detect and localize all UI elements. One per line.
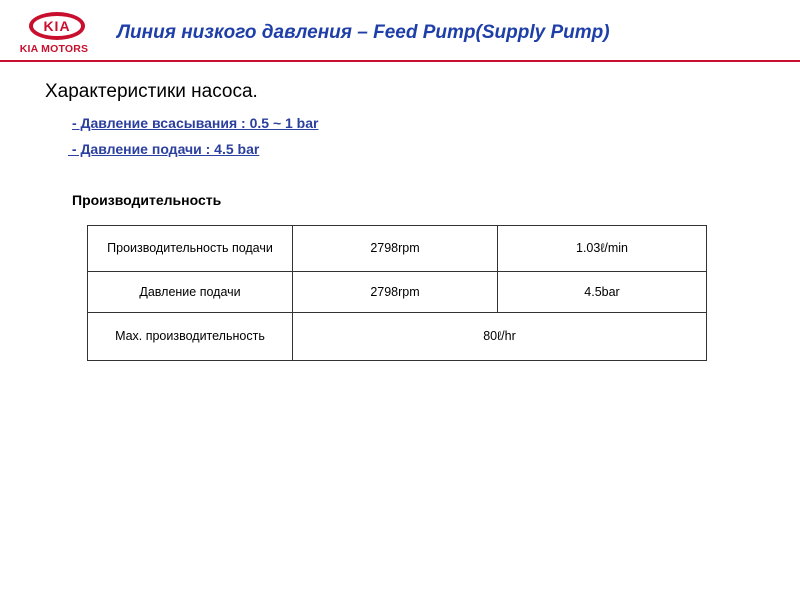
kia-oval-emblem — [29, 12, 85, 40]
table-cell-rpm: 2798rpm — [293, 226, 498, 272]
table-cell-label: Давление подачи — [88, 272, 293, 313]
table-cell-label: Max. производительность — [88, 313, 293, 361]
kia-motors-logo — [9, 10, 99, 56]
pump-specs-table — [87, 225, 707, 361]
table-row — [88, 226, 707, 272]
section-label-performance: Производительность — [72, 192, 222, 208]
slide-subtitle: Характеристики насоса. — [45, 81, 258, 102]
slide-title: Линия низкого давления – Feed Pump(Supply Pump) — [117, 22, 610, 43]
logo-brand-text: KIA — [43, 18, 71, 34]
table-cell-value: 1.03ℓ/min — [498, 226, 707, 272]
table-cell-rpm: 2798rpm — [293, 272, 498, 313]
logo-company-text: KIA MOTORS — [19, 43, 89, 55]
bullet-suction-pressure: - Давление всасывания : 0.5 ~ 1 bar — [72, 115, 319, 131]
table-row — [88, 313, 707, 361]
header-divider — [0, 60, 800, 62]
bullet-delivery-pressure: - Давление подачи : 4.5 bar — [68, 141, 260, 157]
table-cell-value: 80ℓ/hr — [293, 313, 707, 361]
table-cell-label: Производительность подачи — [88, 226, 293, 272]
table-cell-value: 4.5bar — [498, 272, 707, 313]
table-row — [88, 272, 707, 313]
